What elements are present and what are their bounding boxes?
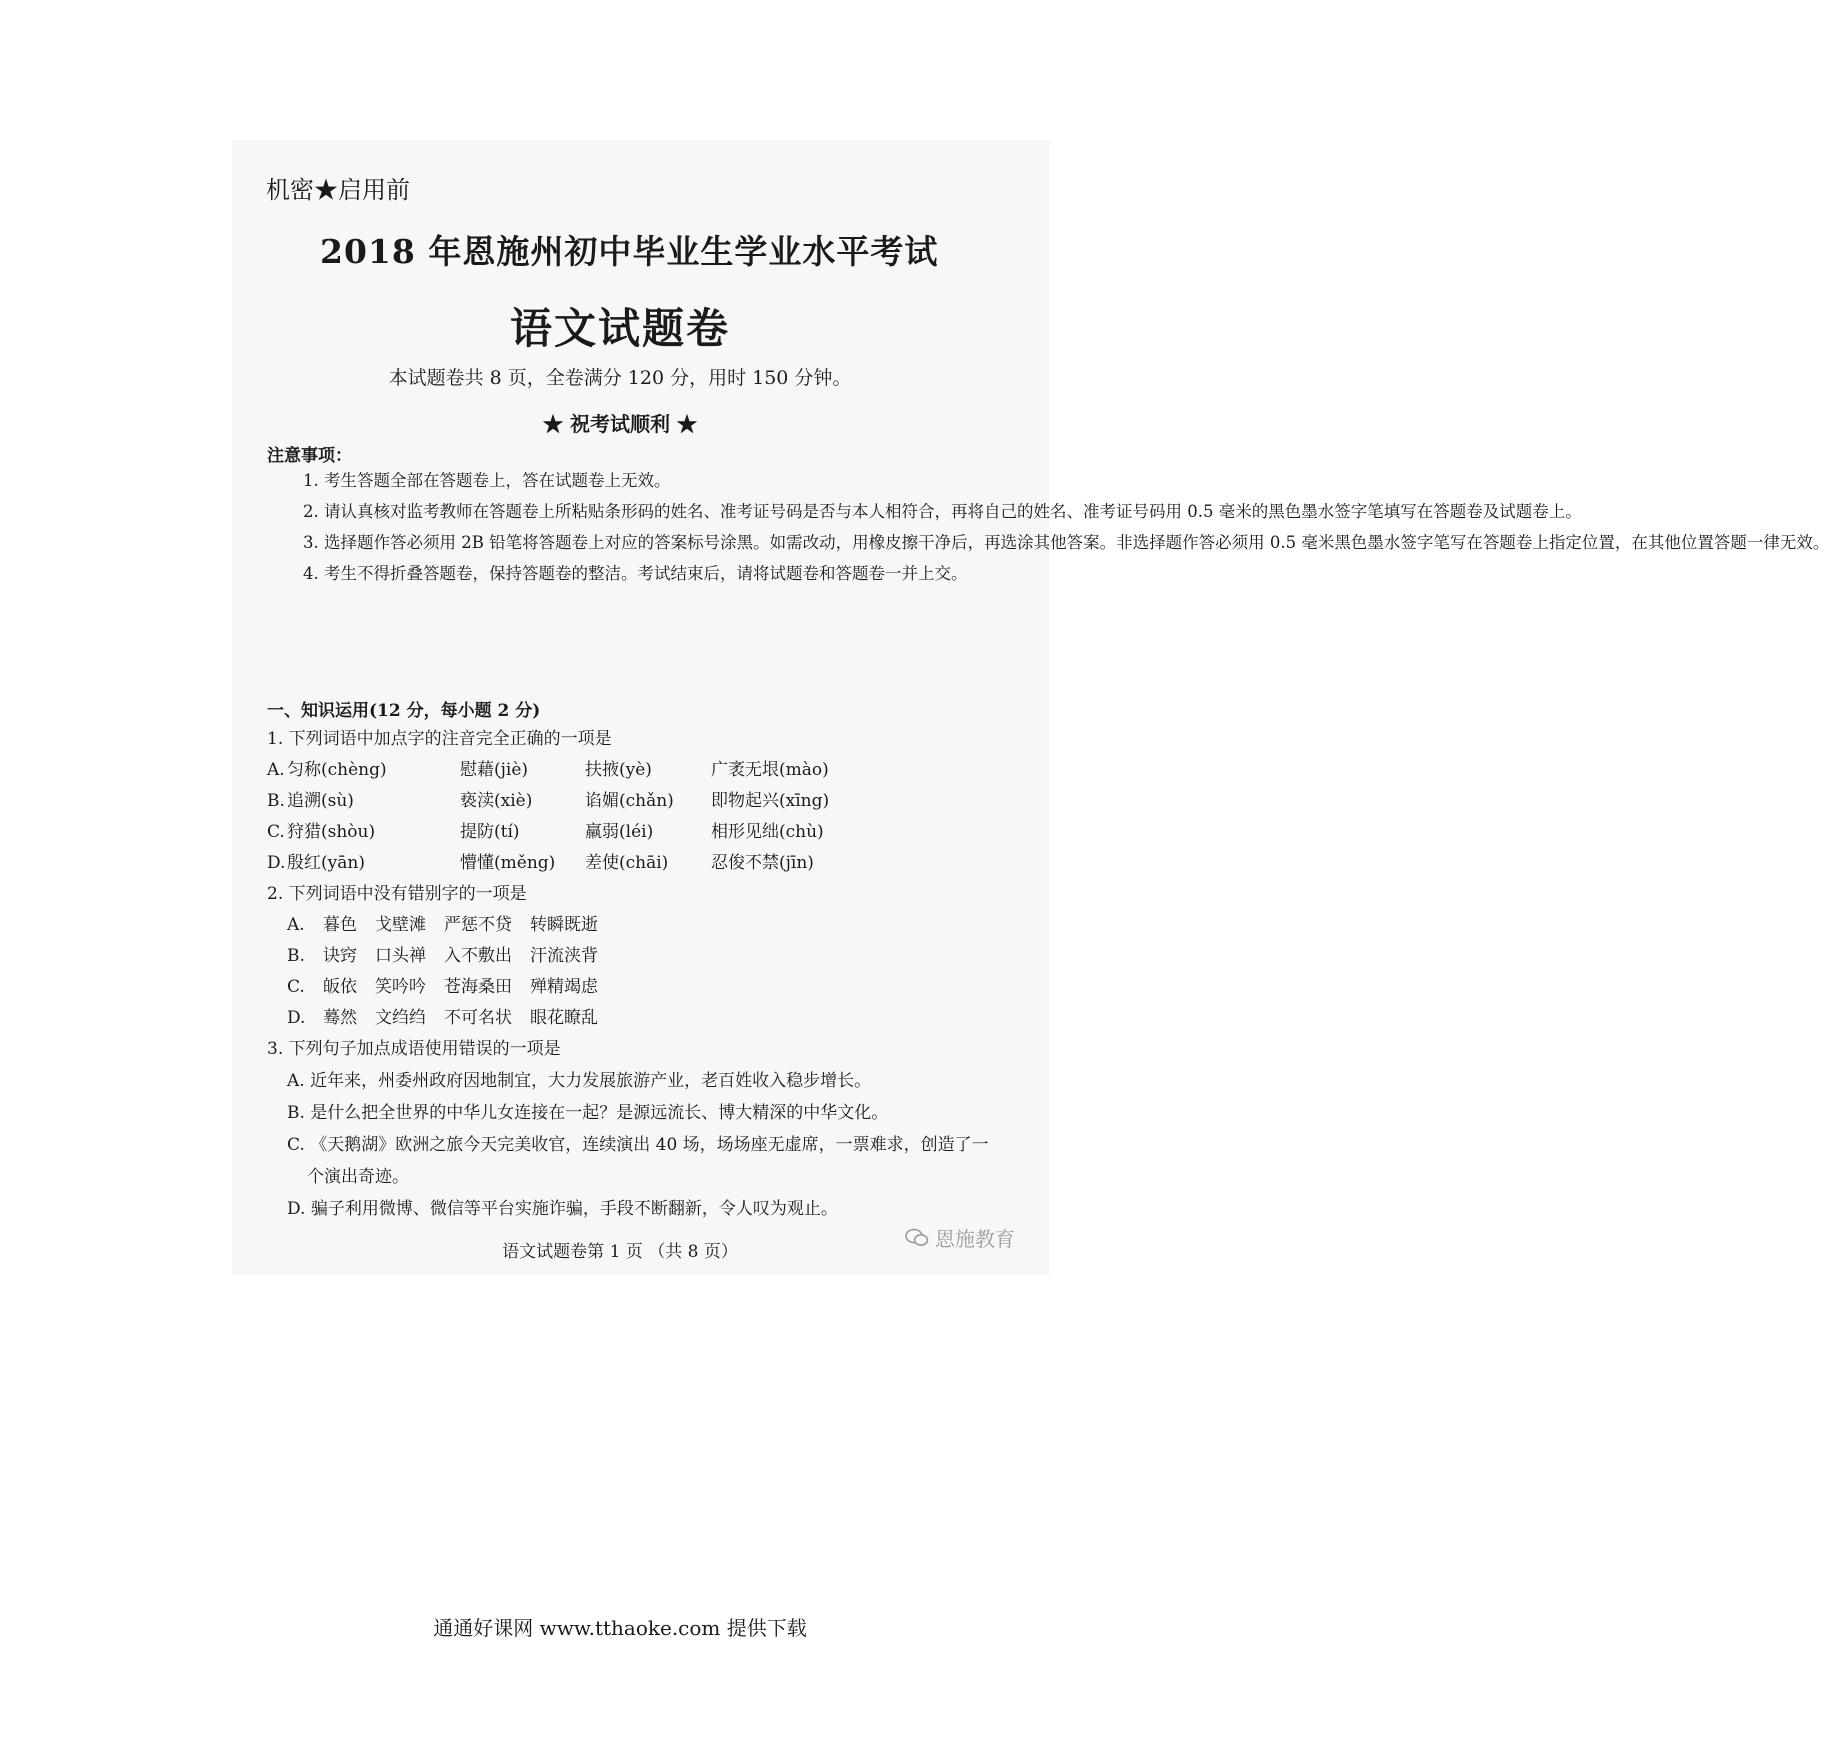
notice-item: 1. 考生答题全部在答题卷上，答在试题卷上无效。 [303, 471, 671, 490]
option-item: 皈依 [323, 977, 357, 997]
question-1-option-a [267, 755, 987, 786]
good-luck-banner: ★ 祝考试顺利 ★ [543, 412, 697, 436]
source-line: 通通好课网 www.tthaoke.com 提供下载 [433, 1616, 807, 1640]
option-item: 相形见绌(chù) [711, 822, 824, 842]
option-label: C. [267, 822, 285, 842]
option-item: 文绉绉 [375, 1008, 426, 1028]
option-item: 匀称(chèng) [287, 760, 387, 780]
option-label: B. [287, 1103, 305, 1123]
question-1-option-c [267, 817, 987, 848]
option-text-continued: 个演出奇迹。 [307, 1167, 409, 1187]
option-label: A. [267, 760, 285, 780]
option-text: 近年来，州委州政府因地制宜，大力发展旅游产业，老百姓收入稳步增长。 [310, 1071, 872, 1091]
option-item: 眼花瞭乱 [530, 1008, 598, 1028]
option-item: 提防(tí) [460, 822, 520, 842]
question-list [267, 724, 987, 1225]
option-label: B. [287, 946, 305, 966]
notice-item: 3. 选择题作答必须用 2B 铅笔将答题卷上对应的答案标号涂黑。如需改动，用橡皮擦干净后，再选涂其他答案。非选择题作答必须用 0.5 毫米黑色墨水签字笔写在答题卷上指定位置，在其他位置答题一律无效。 [303, 533, 1829, 552]
question-3-option-c [267, 1129, 987, 1193]
option-item: 口头禅 [375, 946, 426, 966]
option-text: 《天鹅湖》欧洲之旅今天完美收官，连续演出 40 场，场场座无虚席，一票难求，创造了一 [310, 1135, 989, 1155]
option-label: D. [267, 853, 286, 873]
paper-title: 语文试题卷 [509, 304, 730, 353]
option-item: 苍海桑田 [444, 977, 512, 997]
question-2-stem: 2. 下列词语中没有错别字的一项是 [267, 884, 527, 904]
option-item: 汗流浃背 [530, 946, 598, 966]
option-item: 蓦然 [323, 1008, 357, 1028]
question-1-option-d [267, 848, 987, 879]
question-2-option-b [267, 941, 987, 972]
notice-list [267, 465, 1829, 589]
option-item: 追溯(sù) [287, 791, 354, 811]
option-item: 忍俊不禁(jīn) [711, 853, 814, 873]
option-item: 不可名状 [444, 1008, 512, 1028]
option-item: 差使(chāi) [585, 853, 669, 873]
question-3-option-d [267, 1193, 987, 1225]
question-2-option-a [267, 910, 987, 941]
option-text: 是什么把全世界的中华儿女连接在一起？是源远流长、博大精深的中华文化。 [310, 1103, 889, 1123]
paper-info: 本试题卷共 8 页，全卷满分 120 分，用时 150 分钟。 [388, 367, 852, 389]
confidential-label: 机密★启用前 [266, 176, 410, 204]
question-1-stem: 1. 下列词语中加点字的注音完全正确的一项是 [267, 729, 612, 749]
option-label: D. [287, 1008, 306, 1028]
question-3-option-a [267, 1065, 987, 1097]
option-label: A. [287, 1071, 305, 1091]
option-item: 诀窍 [323, 946, 357, 966]
notice-item: 4. 考生不得折叠答题卷，保持答题卷的整洁。考试结束后，请将试题卷和答题卷一并上交。 [303, 564, 968, 583]
question-1-option-b [267, 786, 987, 817]
notice-item: 2. 请认真核对监考教师在答题卷上所粘贴条形码的姓名、准考证号码是否与本人相符合，再将自己的姓名、准考证号码用 0.5 毫米的黑色墨水签字笔填写在答题卷及试题卷上。 [303, 502, 1582, 521]
option-item: 狩猎(shòu) [287, 822, 376, 842]
question-3-option-b [267, 1097, 987, 1129]
option-item: 慰藉(jiè) [460, 760, 529, 780]
option-item: 笑吟吟 [375, 977, 426, 997]
option-label: C. [287, 977, 305, 997]
option-item: 转瞬既逝 [530, 915, 598, 935]
option-label: C. [287, 1135, 305, 1155]
option-item: 戈壁滩 [375, 915, 426, 935]
option-item: 即物起兴(xīng) [711, 791, 830, 811]
question-2-option-c [267, 972, 987, 1003]
option-item: 谄媚(chǎn) [585, 791, 674, 811]
option-item: 扶掖(yè) [585, 760, 652, 780]
question-2-option-d [267, 1003, 987, 1034]
option-item: 殚精竭虑 [530, 977, 598, 997]
option-item: 懵懂(měng) [460, 853, 556, 873]
option-item: 亵渎(xiè) [460, 791, 533, 811]
question-3-stem: 3. 下列句子加点成语使用错误的一项是 [267, 1039, 561, 1059]
page-number: 语文试题卷第 1 页 （共 8 页） [502, 1242, 738, 1262]
exam-title: 2018 年恩施州初中毕业生学业水平考试 [320, 232, 939, 271]
option-item: 广袤无垠(mào) [711, 760, 829, 780]
option-item: 羸弱(léi) [585, 822, 654, 842]
option-item: 入不敷出 [444, 946, 512, 966]
notice-title: 注意事项： [267, 446, 352, 466]
option-label: A. [287, 915, 305, 935]
option-label: D. [287, 1199, 306, 1219]
option-item: 殷红(yān) [287, 853, 365, 873]
option-label: B. [267, 791, 285, 811]
option-item: 暮色 [323, 915, 357, 935]
watermark-text: 恩施教育 [935, 1227, 1015, 1251]
option-text: 骗子利用微博、微信等平台实施诈骗，手段不断翻新，令人叹为观止。 [310, 1199, 838, 1219]
section-title: 一、知识运用(12 分，每小题 2 分) [267, 701, 541, 721]
option-item: 严惩不贷 [444, 915, 512, 935]
